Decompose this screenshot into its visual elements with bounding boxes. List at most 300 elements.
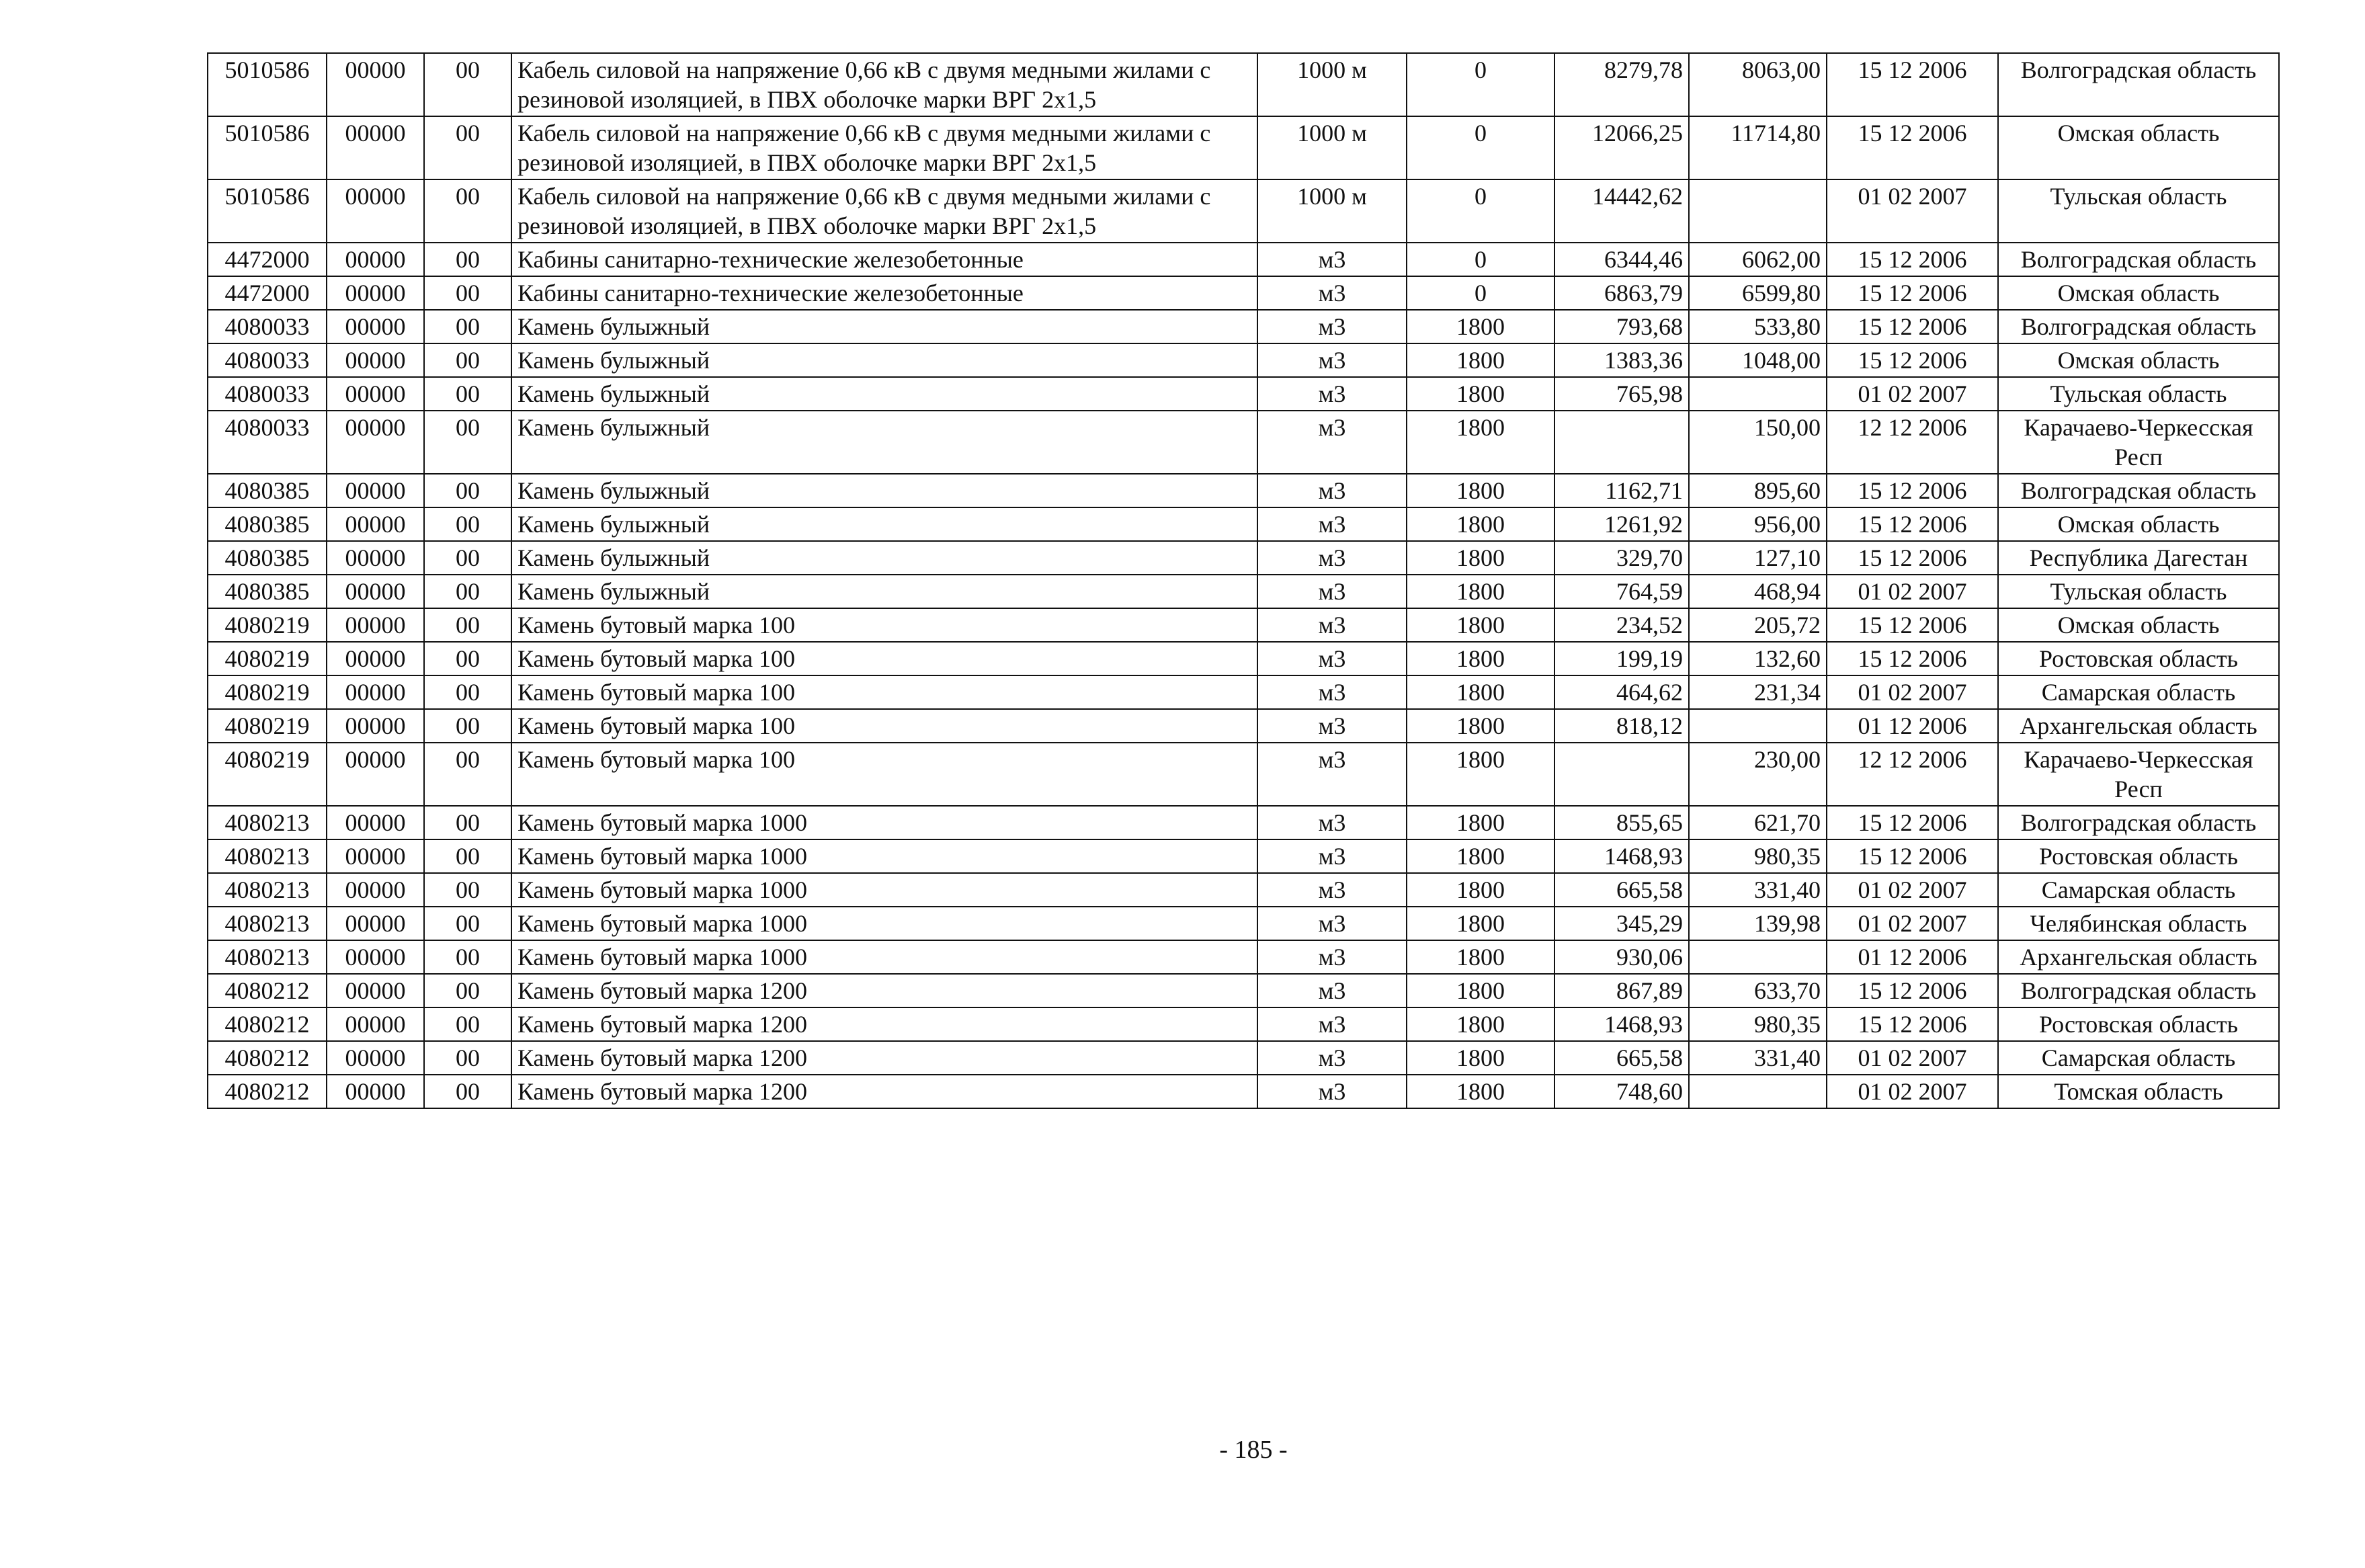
quantity-cell: 1800 — [1407, 507, 1554, 541]
price-current-cell — [1554, 411, 1689, 474]
suffix-cell: 00 — [424, 343, 511, 377]
product-name-cell: Камень бутовый марка 100 — [511, 675, 1257, 709]
table-row — [208, 575, 2279, 608]
region-cell: Самарская область — [1998, 1041, 2279, 1075]
region-cell: Волгоградская область — [1998, 53, 2279, 116]
product-code-cell: 5010586 — [208, 116, 327, 179]
suffix-cell: 00 — [424, 53, 511, 116]
unit-cell: м3 — [1257, 343, 1407, 377]
unit-cell: м3 — [1257, 310, 1407, 343]
suffix-cell: 00 — [424, 974, 511, 1007]
unit-cell: м3 — [1257, 276, 1407, 310]
price-base-cell: 468,94 — [1689, 575, 1827, 608]
table-row — [208, 243, 2279, 276]
unit-cell: м3 — [1257, 743, 1407, 806]
unit-cell: 1000 м — [1257, 179, 1407, 243]
page-number: - 185 - — [1219, 1436, 1288, 1464]
price-current-cell: 1261,92 — [1554, 507, 1689, 541]
quantity-cell: 1800 — [1407, 1075, 1554, 1108]
price-current-cell: 867,89 — [1554, 974, 1689, 1007]
product-name-cell: Камень булыжный — [511, 377, 1257, 411]
date-cell: 15 12 2006 — [1827, 116, 1998, 179]
suffix-cell: 00 — [424, 507, 511, 541]
price-current-cell: 764,59 — [1554, 575, 1689, 608]
price-current-cell: 665,58 — [1554, 1041, 1689, 1075]
price-current-cell: 6863,79 — [1554, 276, 1689, 310]
subcode-cell: 00000 — [327, 343, 424, 377]
product-code-cell: 4080212 — [208, 1007, 327, 1041]
subcode-cell: 00000 — [327, 377, 424, 411]
product-name-cell: Камень бутовый марка 100 — [511, 709, 1257, 743]
region-cell: Карачаево-Черкесская Респ — [1998, 411, 2279, 474]
date-cell: 15 12 2006 — [1827, 806, 1998, 839]
product-code-cell: 4472000 — [208, 276, 327, 310]
date-cell: 01 02 2007 — [1827, 907, 1998, 940]
table-row — [208, 116, 2279, 179]
subcode-cell: 00000 — [327, 243, 424, 276]
table-row — [208, 474, 2279, 507]
unit-cell: м3 — [1257, 411, 1407, 474]
unit-cell: 1000 м — [1257, 116, 1407, 179]
suffix-cell: 00 — [424, 116, 511, 179]
quantity-cell: 0 — [1407, 243, 1554, 276]
price-base-cell: 127,10 — [1689, 541, 1827, 575]
subcode-cell: 00000 — [327, 675, 424, 709]
unit-cell: м3 — [1257, 709, 1407, 743]
suffix-cell: 00 — [424, 839, 511, 873]
table-row — [208, 343, 2279, 377]
subcode-cell: 00000 — [327, 310, 424, 343]
unit-cell: м3 — [1257, 377, 1407, 411]
product-name-cell: Камень булыжный — [511, 310, 1257, 343]
table-row — [208, 839, 2279, 873]
date-cell: 15 12 2006 — [1827, 541, 1998, 575]
price-base-cell: 230,00 — [1689, 743, 1827, 806]
table-row — [208, 1007, 2279, 1041]
table-row — [208, 940, 2279, 974]
price-base-cell: 895,60 — [1689, 474, 1827, 507]
date-cell: 01 12 2006 — [1827, 709, 1998, 743]
table-row — [208, 743, 2279, 806]
price-current-cell: 329,70 — [1554, 541, 1689, 575]
price-base-cell: 331,40 — [1689, 873, 1827, 907]
price-base-cell: 980,35 — [1689, 839, 1827, 873]
product-name-cell: Камень бутовый марка 1200 — [511, 1041, 1257, 1075]
subcode-cell: 00000 — [327, 839, 424, 873]
price-base-cell: 956,00 — [1689, 507, 1827, 541]
quantity-cell: 1800 — [1407, 411, 1554, 474]
date-cell: 01 02 2007 — [1827, 873, 1998, 907]
region-cell: Ростовская область — [1998, 642, 2279, 675]
unit-cell: м3 — [1257, 806, 1407, 839]
product-name-cell: Камень бутовый марка 1000 — [511, 873, 1257, 907]
region-cell: Омская область — [1998, 343, 2279, 377]
date-cell: 15 12 2006 — [1827, 53, 1998, 116]
price-current-cell: 1468,93 — [1554, 839, 1689, 873]
price-current-cell: 199,19 — [1554, 642, 1689, 675]
region-cell: Омская область — [1998, 276, 2279, 310]
suffix-cell: 00 — [424, 1041, 511, 1075]
price-current-cell: 818,12 — [1554, 709, 1689, 743]
product-code-cell: 4080213 — [208, 940, 327, 974]
quantity-cell: 1800 — [1407, 873, 1554, 907]
suffix-cell: 00 — [424, 179, 511, 243]
price-base-cell: 633,70 — [1689, 974, 1827, 1007]
price-base-cell: 150,00 — [1689, 411, 1827, 474]
region-cell: Волгоградская область — [1998, 974, 2279, 1007]
suffix-cell: 00 — [424, 541, 511, 575]
quantity-cell: 1800 — [1407, 642, 1554, 675]
date-cell: 15 12 2006 — [1827, 243, 1998, 276]
product-name-cell: Камень бутовый марка 1200 — [511, 1007, 1257, 1041]
suffix-cell: 00 — [424, 940, 511, 974]
region-cell: Омская область — [1998, 116, 2279, 179]
price-base-cell — [1689, 377, 1827, 411]
unit-cell: м3 — [1257, 675, 1407, 709]
subcode-cell: 00000 — [327, 709, 424, 743]
region-cell: Омская область — [1998, 608, 2279, 642]
price-base-cell: 205,72 — [1689, 608, 1827, 642]
table-row — [208, 806, 2279, 839]
unit-cell: м3 — [1257, 974, 1407, 1007]
table-row — [208, 1041, 2279, 1075]
price-current-cell — [1554, 743, 1689, 806]
product-name-cell: Камень булыжный — [511, 507, 1257, 541]
date-cell: 15 12 2006 — [1827, 642, 1998, 675]
table-row — [208, 310, 2279, 343]
subcode-cell: 00000 — [327, 940, 424, 974]
subcode-cell: 00000 — [327, 608, 424, 642]
product-code-cell: 4080213 — [208, 839, 327, 873]
quantity-cell: 1800 — [1407, 675, 1554, 709]
unit-cell: м3 — [1257, 1041, 1407, 1075]
region-cell: Республика Дагестан — [1998, 541, 2279, 575]
price-current-cell: 345,29 — [1554, 907, 1689, 940]
product-code-cell: 4080212 — [208, 1075, 327, 1108]
product-name-cell: Камень булыжный — [511, 343, 1257, 377]
table-row — [208, 873, 2279, 907]
subcode-cell: 00000 — [327, 411, 424, 474]
price-base-cell: 331,40 — [1689, 1041, 1827, 1075]
product-code-cell: 4080033 — [208, 377, 327, 411]
product-code-cell: 5010586 — [208, 179, 327, 243]
date-cell: 01 02 2007 — [1827, 179, 1998, 243]
quantity-cell: 1800 — [1407, 310, 1554, 343]
region-cell: Тульская область — [1998, 377, 2279, 411]
suffix-cell: 00 — [424, 377, 511, 411]
price-base-cell: 231,34 — [1689, 675, 1827, 709]
unit-cell: 1000 м — [1257, 53, 1407, 116]
table-row — [208, 974, 2279, 1007]
region-cell: Карачаево-Черкесская Респ — [1998, 743, 2279, 806]
date-cell: 01 02 2007 — [1827, 377, 1998, 411]
product-code-cell: 4080385 — [208, 541, 327, 575]
product-code-cell: 4080385 — [208, 474, 327, 507]
product-name-cell: Кабель силовой на напряжение 0,66 кВ с двумя медными жилами с резиновой изоляцией, в ПВХ оболочке марки ВРГ 2х1,5 — [511, 116, 1257, 179]
price-base-cell: 980,35 — [1689, 1007, 1827, 1041]
unit-cell: м3 — [1257, 907, 1407, 940]
subcode-cell: 00000 — [327, 179, 424, 243]
quantity-cell: 1800 — [1407, 709, 1554, 743]
quantity-cell: 0 — [1407, 53, 1554, 116]
price-base-cell: 6599,80 — [1689, 276, 1827, 310]
subcode-cell: 00000 — [327, 507, 424, 541]
product-name-cell: Камень бутовый марка 1200 — [511, 1075, 1257, 1108]
quantity-cell: 1800 — [1407, 839, 1554, 873]
subcode-cell: 00000 — [327, 873, 424, 907]
quantity-cell: 1800 — [1407, 743, 1554, 806]
product-code-cell: 5010586 — [208, 53, 327, 116]
product-code-cell: 4080033 — [208, 411, 327, 474]
table-row — [208, 1075, 2279, 1108]
product-code-cell: 4080219 — [208, 675, 327, 709]
subcode-cell: 00000 — [327, 1041, 424, 1075]
product-name-cell: Камень бутовый марка 1000 — [511, 806, 1257, 839]
product-code-cell: 4080219 — [208, 743, 327, 806]
unit-cell: м3 — [1257, 541, 1407, 575]
quantity-cell: 0 — [1407, 116, 1554, 179]
suffix-cell: 00 — [424, 1007, 511, 1041]
date-cell: 15 12 2006 — [1827, 974, 1998, 1007]
price-current-cell: 855,65 — [1554, 806, 1689, 839]
unit-cell: м3 — [1257, 474, 1407, 507]
product-name-cell: Камень бутовый марка 100 — [511, 642, 1257, 675]
product-name-cell: Камень булыжный — [511, 411, 1257, 474]
unit-cell: м3 — [1257, 839, 1407, 873]
unit-cell: м3 — [1257, 575, 1407, 608]
date-cell: 12 12 2006 — [1827, 743, 1998, 806]
price-base-cell: 6062,00 — [1689, 243, 1827, 276]
price-current-cell: 8279,78 — [1554, 53, 1689, 116]
date-cell: 01 02 2007 — [1827, 575, 1998, 608]
price-current-cell: 765,98 — [1554, 377, 1689, 411]
quantity-cell: 1800 — [1407, 541, 1554, 575]
suffix-cell: 00 — [424, 276, 511, 310]
quantity-cell: 1800 — [1407, 343, 1554, 377]
date-cell: 15 12 2006 — [1827, 1007, 1998, 1041]
table-row — [208, 276, 2279, 310]
subcode-cell: 00000 — [327, 907, 424, 940]
price-current-cell: 12066,25 — [1554, 116, 1689, 179]
date-cell: 15 12 2006 — [1827, 839, 1998, 873]
price-base-cell: 1048,00 — [1689, 343, 1827, 377]
product-code-cell: 4080212 — [208, 974, 327, 1007]
product-code-cell: 4080033 — [208, 343, 327, 377]
product-code-cell: 4080219 — [208, 642, 327, 675]
suffix-cell: 00 — [424, 608, 511, 642]
product-name-cell: Камень бутовый марка 1000 — [511, 839, 1257, 873]
suffix-cell: 00 — [424, 709, 511, 743]
product-name-cell: Кабины санитарно-технические железобетонные — [511, 243, 1257, 276]
table-row — [208, 642, 2279, 675]
table-row — [208, 709, 2279, 743]
region-cell: Волгоградская область — [1998, 806, 2279, 839]
product-name-cell: Камень булыжный — [511, 474, 1257, 507]
date-cell: 01 02 2007 — [1827, 1075, 1998, 1108]
product-name-cell: Камень булыжный — [511, 575, 1257, 608]
price-base-cell — [1689, 1075, 1827, 1108]
unit-cell: м3 — [1257, 1007, 1407, 1041]
product-code-cell: 4080219 — [208, 608, 327, 642]
table-row — [208, 411, 2279, 474]
subcode-cell: 00000 — [327, 743, 424, 806]
date-cell: 15 12 2006 — [1827, 507, 1998, 541]
subcode-cell: 00000 — [327, 1075, 424, 1108]
price-base-cell: 621,70 — [1689, 806, 1827, 839]
region-cell: Омская область — [1998, 507, 2279, 541]
product-code-cell: 4080033 — [208, 310, 327, 343]
price-base-cell: 139,98 — [1689, 907, 1827, 940]
region-cell: Самарская область — [1998, 675, 2279, 709]
date-cell: 15 12 2006 — [1827, 608, 1998, 642]
date-cell: 01 02 2007 — [1827, 675, 1998, 709]
price-current-cell: 748,60 — [1554, 1075, 1689, 1108]
price-base-cell: 8063,00 — [1689, 53, 1827, 116]
quantity-cell: 1800 — [1407, 974, 1554, 1007]
suffix-cell: 00 — [424, 411, 511, 474]
price-current-cell: 665,58 — [1554, 873, 1689, 907]
subcode-cell: 00000 — [327, 974, 424, 1007]
product-code-cell: 4080213 — [208, 806, 327, 839]
unit-cell: м3 — [1257, 1075, 1407, 1108]
price-base-cell: 132,60 — [1689, 642, 1827, 675]
subcode-cell: 00000 — [327, 116, 424, 179]
suffix-cell: 00 — [424, 243, 511, 276]
region-cell: Волгоградская область — [1998, 310, 2279, 343]
table-row — [208, 53, 2279, 116]
date-cell: 15 12 2006 — [1827, 310, 1998, 343]
table-row — [208, 907, 2279, 940]
quantity-cell: 1800 — [1407, 1007, 1554, 1041]
price-current-cell: 793,68 — [1554, 310, 1689, 343]
subcode-cell: 00000 — [327, 575, 424, 608]
product-name-cell: Камень бутовый марка 1000 — [511, 940, 1257, 974]
quantity-cell: 0 — [1407, 179, 1554, 243]
region-cell: Тульская область — [1998, 179, 2279, 243]
date-cell: 01 02 2007 — [1827, 1041, 1998, 1075]
subcode-cell: 00000 — [327, 1007, 424, 1041]
price-table — [207, 52, 2280, 1109]
product-name-cell: Кабины санитарно-технические железобетонные — [511, 276, 1257, 310]
price-current-cell: 464,62 — [1554, 675, 1689, 709]
quantity-cell: 1800 — [1407, 608, 1554, 642]
date-cell: 15 12 2006 — [1827, 276, 1998, 310]
subcode-cell: 00000 — [327, 53, 424, 116]
region-cell: Томская область — [1998, 1075, 2279, 1108]
price-base-cell: 11714,80 — [1689, 116, 1827, 179]
unit-cell: м3 — [1257, 608, 1407, 642]
suffix-cell: 00 — [424, 873, 511, 907]
subcode-cell: 00000 — [327, 642, 424, 675]
table-row — [208, 675, 2279, 709]
date-cell: 12 12 2006 — [1827, 411, 1998, 474]
unit-cell: м3 — [1257, 243, 1407, 276]
region-cell: Архангельская область — [1998, 940, 2279, 974]
suffix-cell: 00 — [424, 675, 511, 709]
product-code-cell: 4472000 — [208, 243, 327, 276]
region-cell: Ростовская область — [1998, 839, 2279, 873]
product-code-cell: 4080385 — [208, 507, 327, 541]
price-current-cell: 234,52 — [1554, 608, 1689, 642]
product-name-cell: Камень бутовый марка 1000 — [511, 907, 1257, 940]
price-base-cell — [1689, 709, 1827, 743]
suffix-cell: 00 — [424, 806, 511, 839]
region-cell: Архангельская область — [1998, 709, 2279, 743]
suffix-cell: 00 — [424, 907, 511, 940]
table-row — [208, 377, 2279, 411]
price-table-body — [208, 53, 2279, 1108]
region-cell: Волгоградская область — [1998, 243, 2279, 276]
suffix-cell: 00 — [424, 1075, 511, 1108]
quantity-cell: 1800 — [1407, 474, 1554, 507]
product-name-cell: Камень бутовый марка 100 — [511, 743, 1257, 806]
table-row — [208, 541, 2279, 575]
price-current-cell: 930,06 — [1554, 940, 1689, 974]
price-base-cell — [1689, 179, 1827, 243]
unit-cell: м3 — [1257, 940, 1407, 974]
price-current-cell: 1383,36 — [1554, 343, 1689, 377]
product-name-cell: Камень булыжный — [511, 541, 1257, 575]
region-cell: Челябинская область — [1998, 907, 2279, 940]
price-current-cell: 1468,93 — [1554, 1007, 1689, 1041]
product-name-cell: Камень бутовый марка 1200 — [511, 974, 1257, 1007]
table-row — [208, 179, 2279, 243]
subcode-cell: 00000 — [327, 276, 424, 310]
product-code-cell: 4080213 — [208, 907, 327, 940]
suffix-cell: 00 — [424, 310, 511, 343]
product-code-cell: 4080219 — [208, 709, 327, 743]
quantity-cell: 1800 — [1407, 377, 1554, 411]
product-code-cell: 4080385 — [208, 575, 327, 608]
price-current-cell: 6344,46 — [1554, 243, 1689, 276]
quantity-cell: 0 — [1407, 276, 1554, 310]
unit-cell: м3 — [1257, 873, 1407, 907]
suffix-cell: 00 — [424, 642, 511, 675]
product-code-cell: 4080213 — [208, 873, 327, 907]
subcode-cell: 00000 — [327, 541, 424, 575]
subcode-cell: 00000 — [327, 806, 424, 839]
suffix-cell: 00 — [424, 575, 511, 608]
region-cell: Тульская область — [1998, 575, 2279, 608]
date-cell: 15 12 2006 — [1827, 343, 1998, 377]
subcode-cell: 00000 — [327, 474, 424, 507]
region-cell: Ростовская область — [1998, 1007, 2279, 1041]
date-cell: 01 12 2006 — [1827, 940, 1998, 974]
price-current-cell: 1162,71 — [1554, 474, 1689, 507]
suffix-cell: 00 — [424, 474, 511, 507]
quantity-cell: 1800 — [1407, 1041, 1554, 1075]
price-base-cell: 533,80 — [1689, 310, 1827, 343]
product-name-cell: Кабель силовой на напряжение 0,66 кВ с двумя медными жилами с резиновой изоляцией, в ПВХ оболочке марки ВРГ 2х1,5 — [511, 179, 1257, 243]
table-row — [208, 608, 2279, 642]
quantity-cell: 1800 — [1407, 907, 1554, 940]
quantity-cell: 1800 — [1407, 940, 1554, 974]
region-cell: Самарская область — [1998, 873, 2279, 907]
product-code-cell: 4080212 — [208, 1041, 327, 1075]
price-base-cell — [1689, 940, 1827, 974]
unit-cell: м3 — [1257, 507, 1407, 541]
unit-cell: м3 — [1257, 642, 1407, 675]
price-current-cell: 14442,62 — [1554, 179, 1689, 243]
suffix-cell: 00 — [424, 743, 511, 806]
product-name-cell: Кабель силовой на напряжение 0,66 кВ с двумя медными жилами с резиновой изоляцией, в ПВХ оболочке марки ВРГ 2х1,5 — [511, 53, 1257, 116]
table-row — [208, 507, 2279, 541]
region-cell: Волгоградская область — [1998, 474, 2279, 507]
date-cell: 15 12 2006 — [1827, 474, 1998, 507]
quantity-cell: 1800 — [1407, 806, 1554, 839]
product-name-cell: Камень бутовый марка 100 — [511, 608, 1257, 642]
quantity-cell: 1800 — [1407, 575, 1554, 608]
